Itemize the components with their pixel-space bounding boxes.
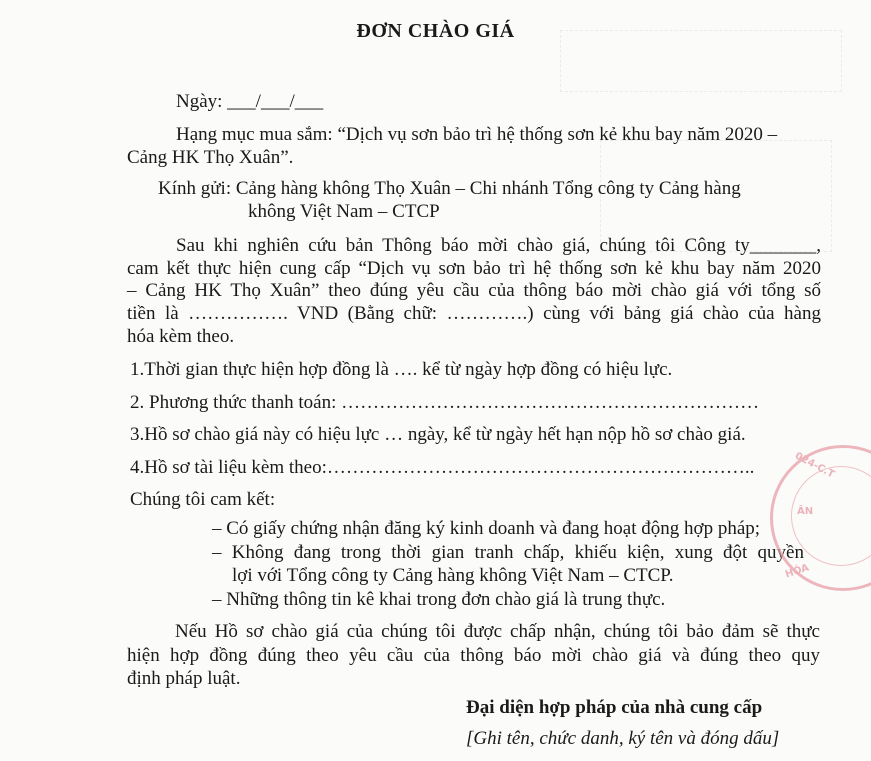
commitment-1: – Có giấy chứng nhận đăng ký kinh doanh và đang hoạt động hợp pháp;	[212, 518, 761, 539]
stamp-text-top: 024-C.T	[792, 450, 837, 481]
intro-line-5: hóa kèm theo.	[127, 326, 235, 347]
intro-line-3: – Cảng HK Thọ Xuân” theo đúng yêu cầu của thông báo mời chào giá với tổng số	[127, 280, 821, 301]
commitment-2-line-1: – Không đang trong thời gian tranh chấp, khiếu kiện, xung đột quyền	[212, 542, 804, 563]
item-3: 3.Hồ sơ chào giá này có hiệu lực … ngày, kể từ ngày hết hạn nộp hồ sơ chào giá.	[130, 424, 746, 445]
stamp-text-middle: ÂN	[797, 506, 814, 517]
commitment-2-line-2: lợi với Tổng công ty Cảng hàng không Việt Nam – CTCP.	[232, 565, 674, 586]
item-4: 4.Hồ sơ tài liệu kèm theo:…………………………………………………………..	[130, 457, 755, 478]
commitment-3: – Những thông tin kê khai trong đơn chào giá là trung thực.	[212, 589, 666, 610]
item-1: 1.Thời gian thực hiện hợp đồng là …. kể từ ngày hợp đồng có hiệu lực.	[130, 359, 673, 380]
intro-line-4: tiền là ……………. VND (Bằng chữ: ………….) cùng với bảng giá chào của hàng	[127, 303, 821, 324]
closing-line-1: Nếu Hồ sơ chào giá của chúng tôi được chấp nhận, chúng tôi bảo đảm sẽ thực	[175, 621, 820, 642]
signature-title: Đại diện hợp pháp của nhà cung cấp	[466, 697, 763, 718]
procurement-line-1: Hạng mục mua sắm: “Dịch vụ sơn bảo trì hệ thống sơn kẻ khu bay năm 2020 –	[176, 124, 778, 145]
recipient-line-2: không Việt Nam – CTCP	[248, 201, 440, 222]
date-line: Ngày: ___/___/___	[176, 91, 324, 112]
closing-line-3: định pháp luật.	[127, 668, 241, 689]
document-title: ĐƠN CHÀO GIÁ	[356, 20, 515, 42]
item-2: 2. Phương thức thanh toán: …………………………………………………………	[130, 392, 760, 413]
commit-heading: Chúng tôi cam kết:	[130, 489, 276, 510]
signature-note: [Ghi tên, chức danh, ký tên và đóng dấu]	[466, 728, 780, 749]
closing-line-2: hiện hợp đồng đúng theo yêu cầu của thông báo mời chào giá và đúng theo quy	[127, 645, 820, 666]
intro-line-1: Sau khi nghiên cứu bản Thông báo mời chào giá, chúng tôi Công ty_______,	[176, 235, 821, 256]
procurement-line-2: Cảng HK Thọ Xuân”.	[127, 147, 294, 168]
stamp-text-bottom: HÓA	[783, 562, 811, 581]
intro-line-2: cam kết thực hiện cung cấp “Dịch vụ sơn bảo trì hệ thống sơn kẻ khu bay năm 2020	[127, 258, 821, 279]
company-stamp	[770, 445, 871, 591]
recipient-line-1: Kính gửi: Cảng hàng không Thọ Xuân – Chi nhánh Tổng công ty Cảng hàng	[158, 178, 741, 199]
